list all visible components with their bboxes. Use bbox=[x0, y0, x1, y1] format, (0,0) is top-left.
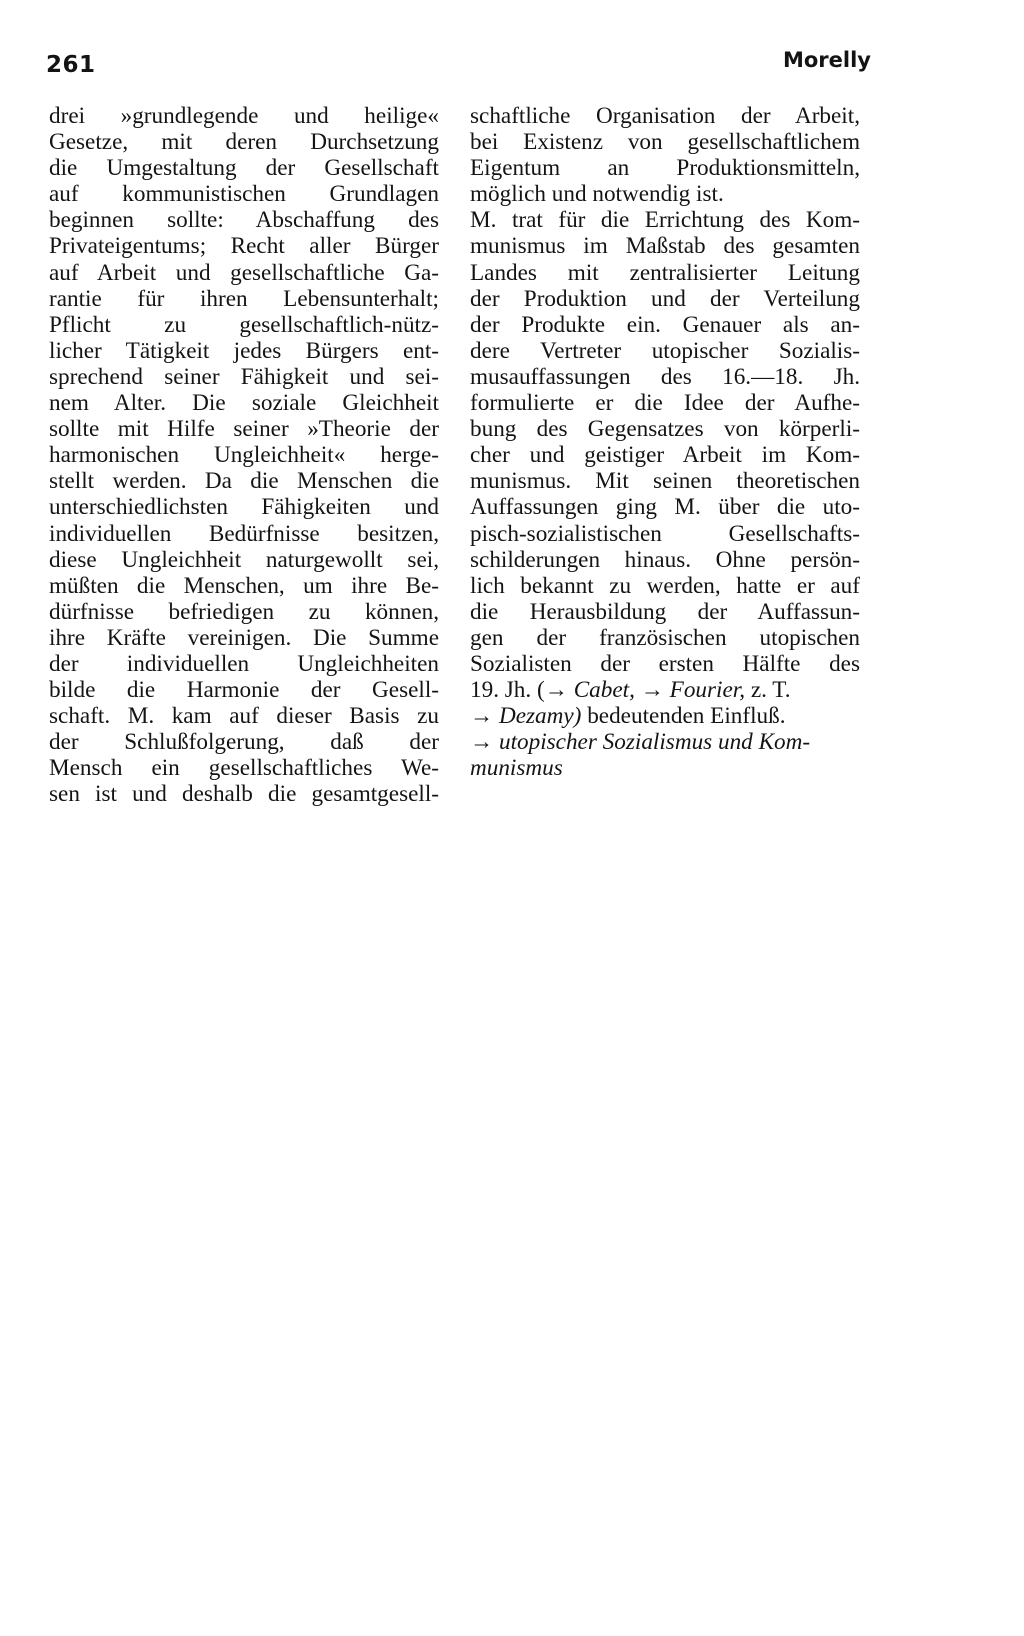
text-line: Privateigentums; Recht aller Bürger bbox=[49, 233, 439, 260]
text-line: pisch-sozialistischen Gesellschafts- bbox=[470, 520, 860, 547]
text-line: cher und geistiger Arbeit im Kom- bbox=[470, 442, 860, 469]
text-line: musauffassungen des 16.—18. Jh. bbox=[470, 363, 860, 390]
text-line: bung des Gegensatzes von körperli- bbox=[470, 416, 860, 443]
text-line: M. trat für die Errichtung des Kom- bbox=[470, 207, 860, 234]
text-line: die Umgestaltung der Gesellschaft bbox=[49, 155, 439, 182]
cross-reference-fourier[interactable]: Fourier, bbox=[669, 677, 746, 704]
text-line: Gesetze, mit deren Durchsetzung bbox=[49, 129, 439, 156]
text-line: der Schlußfolgerung, daß der bbox=[49, 729, 439, 756]
ref-suffix: bedeutenden Einfluß. bbox=[581, 703, 786, 730]
page-number: 261 bbox=[46, 52, 96, 78]
see-also-link[interactable]: utopischer Sozialismus und Kom- bbox=[498, 729, 811, 756]
text-line: Eigentum an Produktionsmitteln, bbox=[470, 155, 860, 182]
text-line: rantie für ihren Lebensunterhalt; bbox=[49, 285, 439, 312]
text-line: gen der französischen utopischen bbox=[470, 624, 860, 651]
text-line: dere Vertreter utopischer Sozialis- bbox=[470, 337, 860, 364]
left-column bbox=[49, 103, 439, 808]
ref-suffix: z. T. bbox=[745, 677, 791, 704]
text-line: drei »grundlegende und heilige« bbox=[49, 103, 439, 129]
text-line: licher Tätigkeit jedes Bürgers ent- bbox=[49, 337, 439, 364]
see-also-link-continued[interactable]: munismus bbox=[470, 755, 563, 782]
text-line: bilde die Harmonie der Gesell- bbox=[49, 677, 439, 704]
text-line: der individuellen Ungleichheiten bbox=[49, 650, 439, 677]
text-line: auf kommunistischen Grundlagen bbox=[49, 181, 439, 208]
text-line: sprechend seiner Fähigkeit und sei- bbox=[49, 363, 439, 390]
text-line: Auffassungen ging M. über die uto- bbox=[470, 494, 860, 521]
text-line: ihre Kräfte vereinigen. Die Summe bbox=[49, 624, 439, 651]
ref-arrow: → bbox=[634, 677, 670, 704]
right-column bbox=[470, 103, 860, 781]
ref-prefix: 19. Jh. (→ bbox=[470, 677, 574, 704]
text-line: schaft. M. kam auf dieser Basis zu bbox=[49, 703, 439, 730]
text-line: individuellen Bedürfnisse besitzen, bbox=[49, 520, 439, 547]
see-also-line bbox=[470, 755, 860, 781]
text-line: munismus. Mit seinen theoretischen bbox=[470, 468, 860, 495]
text-line: sen ist und deshalb die gesamtgesell- bbox=[49, 781, 439, 808]
text-line: formulierte er die Idee der Aufhe- bbox=[470, 390, 860, 417]
text-line: lich bekannt zu werden, hatte er auf bbox=[470, 572, 860, 599]
text-line: bei Existenz von gesellschaftlichem bbox=[470, 129, 860, 156]
text-line: schaftliche Organisation der Arbeit, bbox=[470, 103, 860, 129]
text-line: harmonischen Ungleichheit« herge- bbox=[49, 442, 439, 469]
cross-reference-dezamy[interactable]: Dezamy) bbox=[498, 703, 582, 730]
ref-arrow: → bbox=[470, 729, 499, 756]
text-line: dürfnisse befriedigen zu können, bbox=[49, 598, 439, 625]
text-line: unterschiedlichsten Fähigkeiten und bbox=[49, 494, 439, 521]
text-line: müßten die Menschen, um ihre Be- bbox=[49, 572, 439, 599]
text-line: diese Ungleichheit naturgewollt sei, bbox=[49, 546, 439, 573]
text-line: Pflicht zu gesellschaftlich-nütz- bbox=[49, 311, 439, 338]
text-line: der Produkte ein. Genauer als an- bbox=[470, 311, 860, 338]
text-line: Mensch ein gesellschaftliches We- bbox=[49, 755, 439, 782]
see-also-line bbox=[470, 729, 860, 755]
text-line: sollte mit Hilfe seiner »Theorie der bbox=[49, 416, 439, 443]
text-line: Sozialisten der ersten Hälfte des bbox=[470, 650, 860, 677]
running-title: Morelly bbox=[782, 48, 871, 72]
text-line: die Herausbildung der Auffassun- bbox=[470, 598, 860, 625]
text-line: möglich und notwendig ist. bbox=[470, 181, 724, 208]
text-line: der Produktion und der Verteilung bbox=[470, 285, 860, 312]
cross-reference-line bbox=[470, 703, 860, 729]
text-line: Landes mit zentralisierter Leitung bbox=[470, 259, 860, 286]
text-line: nem Alter. Die soziale Gleichheit bbox=[49, 390, 439, 417]
text-line: beginnen sollte: Abschaffung des bbox=[49, 207, 439, 234]
text-line: munismus im Maßstab des gesamten bbox=[470, 233, 860, 260]
ref-arrow: → bbox=[470, 703, 499, 730]
text-line: auf Arbeit und gesellschaftliche Ga- bbox=[49, 259, 439, 286]
cross-reference-line bbox=[470, 677, 860, 703]
text-line: schilderungen hinaus. Ohne persön- bbox=[470, 546, 860, 573]
text-line: stellt werden. Da die Menschen die bbox=[49, 468, 439, 495]
cross-reference-cabet[interactable]: Cabet, bbox=[573, 677, 635, 704]
